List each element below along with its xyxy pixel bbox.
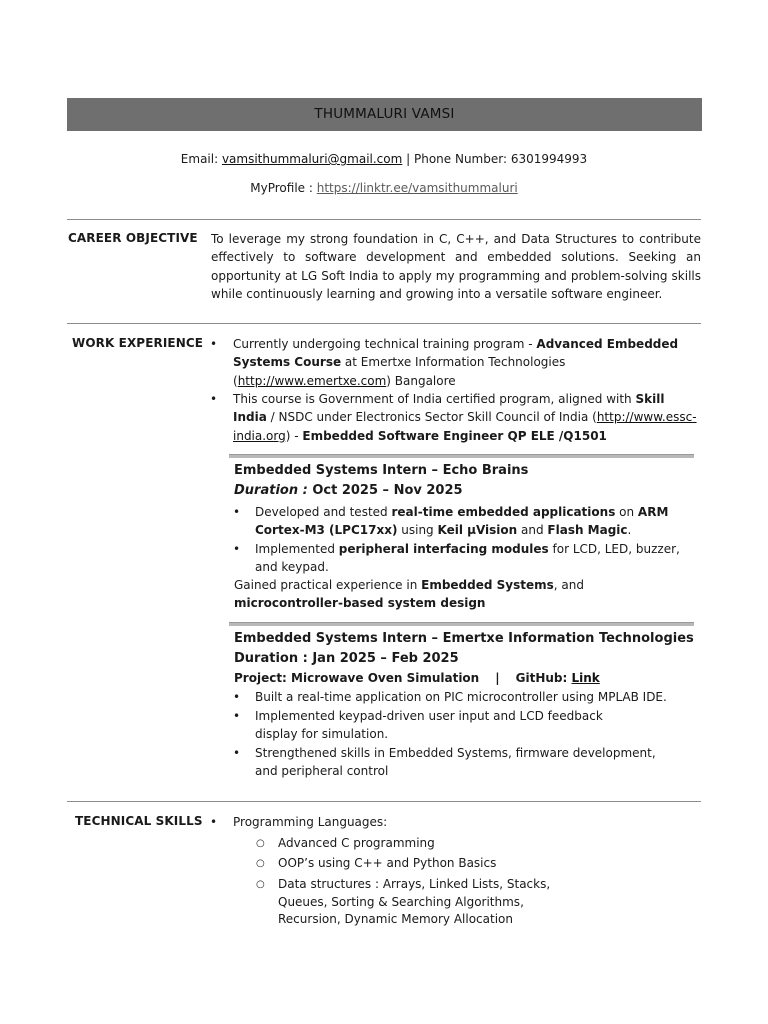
career-objective-text: To leverage my strong foundation in C, C++, and Data Structures to contribute effectively to software development and embedded solutions. Seeking an opportunity at LG Soft India to apply my programming and problem-solving skills while continuously learning and growing into a versatile software engineer. xyxy=(211,232,701,301)
list-item: • Developed and tested real-time embedded applications on ARM Cortex-M3 (LPC17xx) using Keil µVision and Flash Magic. xyxy=(233,505,669,538)
bullet-icon: • xyxy=(233,505,241,519)
divider xyxy=(67,323,701,324)
job-title: Embedded Systems Intern – Echo Brains xyxy=(234,463,529,478)
project-line: Project: Microwave Oven Simulation | GitHub: Link xyxy=(234,671,600,685)
bullet-icon: • xyxy=(210,392,218,406)
section-technical-skills: TECHNICAL SKILLS xyxy=(75,814,203,828)
circle-bullet-icon: ○ xyxy=(256,838,265,849)
phone-label: | Phone Number: xyxy=(402,152,511,166)
github-link[interactable]: Link xyxy=(571,671,600,685)
list-item: • Built a real-time application on PIC microcontroller using MPLAB IDE. xyxy=(233,688,695,706)
name-header: THUMMALURI VAMSI xyxy=(67,98,702,131)
list-item: ○ Advanced C programming xyxy=(256,835,578,853)
contact-line xyxy=(0,152,768,166)
profile-link[interactable]: https://linktr.ee/vamsithummaluri xyxy=(316,181,518,195)
email-link[interactable]: vamsithummaluri@gmail.com xyxy=(221,152,403,166)
bullet-icon: • xyxy=(210,337,218,351)
job-separator xyxy=(229,622,694,626)
essc-link[interactable]: http://www.essc-india.org xyxy=(233,410,697,443)
email-label: Email: xyxy=(180,152,222,166)
section-work-experience: WORK EXPERIENCE xyxy=(72,336,204,350)
experience-summary: Gained practical experience in Embedded Systems, and microcontroller-based system design xyxy=(234,578,584,611)
list-item: • Strengthened skills in Embedded Systems, firmware development, and peripheral control xyxy=(233,746,656,779)
job-separator xyxy=(229,454,694,458)
profile-line xyxy=(0,181,768,195)
list-item: ○ Data structures : Arrays, Linked Lists, Stacks, Queues, Sorting & Searching Algorithms, Recursion, Dynamic Memory Allocation xyxy=(256,877,551,927)
bullet-icon: • xyxy=(233,746,241,760)
bullet-icon: • xyxy=(210,815,218,829)
emertxe-link[interactable]: http://www.emertxe.com xyxy=(237,373,387,388)
list-item: ○ OOP’s using C++ and Python Basics xyxy=(256,855,578,873)
bullet-icon: • xyxy=(233,542,241,556)
circle-bullet-icon: ○ xyxy=(256,879,265,890)
profile-label: MyProfile : xyxy=(250,181,317,195)
phone-number: 6301994993 xyxy=(510,152,588,166)
bullet-icon: • xyxy=(233,709,241,723)
job-title: Embedded Systems Intern – Emertxe Information Technologies xyxy=(234,631,694,646)
list-item: • This course is Government of India certified program, aligned with Skill India / NSDC under Electronics Sector Skill Council of India (http://www.essc-india.org) - Embedded Software Engineer QP ELE /Q1501 xyxy=(210,392,697,443)
section-career-objective: CAREER OBJECTIVE xyxy=(68,231,198,245)
list-item: • Implemented keypad-driven user input and LCD feedback display for simulation. xyxy=(233,709,603,742)
circle-bullet-icon: ○ xyxy=(256,858,265,869)
divider xyxy=(67,219,701,220)
bullet-icon: • xyxy=(233,690,241,704)
list-item: • Implemented peripheral interfacing modules for LCD, LED, buzzer, and keypad. xyxy=(233,542,680,575)
job-duration: Duration : Oct 2025 – Nov 2025 xyxy=(234,483,463,498)
job-duration: Duration : Jan 2025 – Feb 2025 xyxy=(234,651,459,666)
list-item: • Programming Languages: xyxy=(210,813,700,831)
divider xyxy=(67,801,701,802)
list-item: • Currently undergoing technical training program - Advanced Embedded Systems Course at Emertxe Information Technologies (http://www.emertxe.com) Bangalore xyxy=(210,337,679,388)
